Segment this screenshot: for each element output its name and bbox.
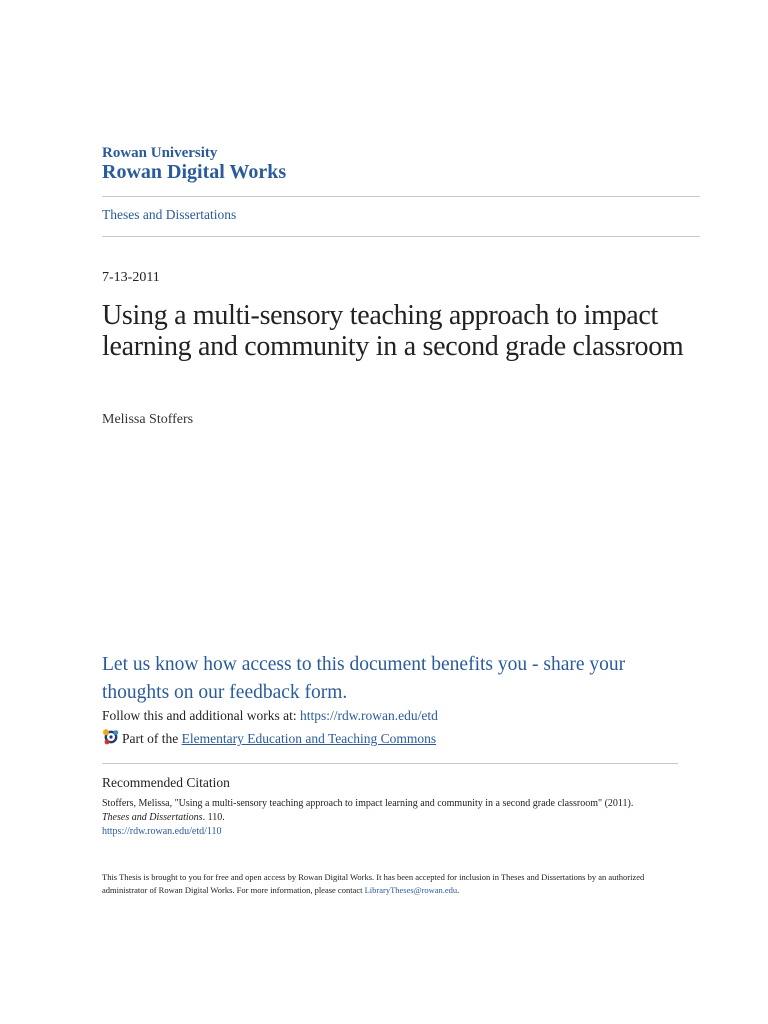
follow-prefix: Follow this and additional works at: [102, 708, 300, 723]
feedback-link[interactable]: Let us know how access to this document benefits you - share your thoughts on our feedback form. [102, 654, 626, 703]
commons-network-icon [102, 728, 120, 746]
part-of-prefix: Part of the [122, 731, 179, 746]
citation-heading: Recommended Citation [102, 775, 230, 790]
document-title: Using a multi-sensory teaching approach to impact learning and community in a second grade classroom [102, 300, 684, 362]
divider [102, 763, 678, 764]
citation-number: . 110. [202, 812, 225, 823]
citation-text [102, 797, 682, 839]
contact-email-link[interactable]: LibraryTheses@rowan.edu [364, 885, 458, 895]
access-notice [102, 871, 672, 897]
author-name: Melissa Stoffers [102, 412, 194, 427]
divider [102, 236, 700, 237]
citation-series: Theses and Dissertations [102, 812, 203, 823]
notice-suffix: . [457, 885, 460, 895]
citation-body: Stoffers, Melissa, "Using a multi-sensory teaching approach to impact learning and community in a second grade classroom" (2011). [102, 798, 634, 809]
collection-url-link[interactable]: https://rdw.rowan.edu/etd [300, 708, 438, 723]
institution-name[interactable]: Rowan University [102, 145, 218, 161]
notice-text: This Thesis is brought to you for free and open access by Rowan Digital Works. It has been accepted for inclusion in Theses and Dissertations by an authorized administrator of Rowan Digital Works. For more information, please contact [102, 872, 645, 895]
publication-date: 7-13-2011 [102, 270, 160, 285]
divider [102, 196, 700, 197]
citation-url-link[interactable]: https://rdw.rowan.edu/etd/110 [102, 826, 222, 837]
follow-line [102, 708, 438, 724]
part-of-line [102, 730, 436, 748]
collection-link[interactable]: Theses and Dissertations [102, 207, 237, 222]
repository-name[interactable]: Rowan Digital Works [102, 161, 287, 183]
commons-link[interactable]: Elementary Education and Teaching Commons [181, 731, 437, 746]
